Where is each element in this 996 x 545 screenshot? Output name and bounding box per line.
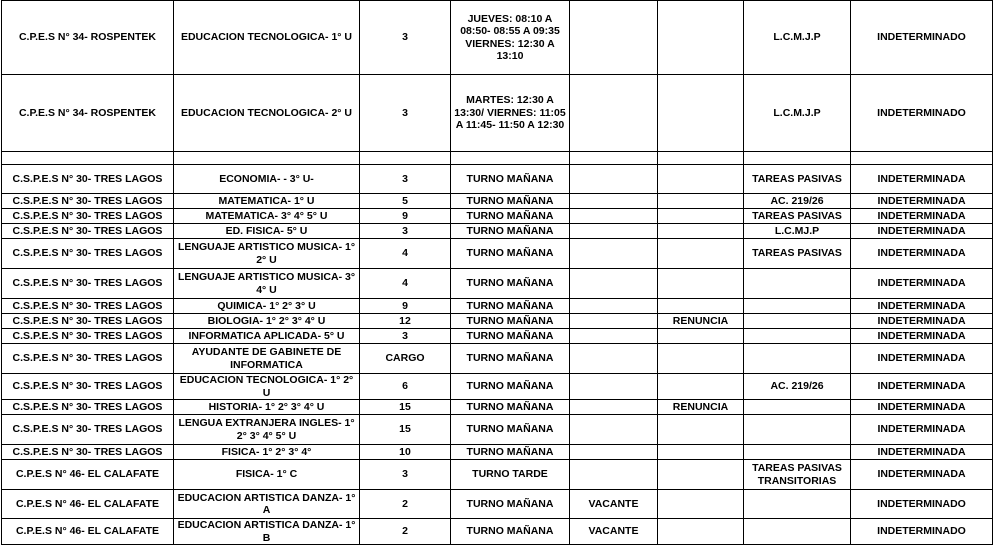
schedule-cell: TURNO MAÑANA (451, 445, 570, 460)
status-cell (570, 209, 658, 224)
hours-cell (360, 152, 451, 165)
situation-cell (744, 490, 851, 519)
hours-cell: 3 (360, 75, 451, 152)
status-cell (570, 75, 658, 152)
reason-cell (658, 329, 744, 344)
schedule-cell: TURNO MAÑANA (451, 165, 570, 194)
hours-cell: 6 (360, 374, 451, 400)
status-cell: VACANTE (570, 519, 658, 545)
reason-cell (658, 519, 744, 545)
subject-cell: EDUCACION TECNOLOGICA- 1° 2° U (174, 374, 360, 400)
duration-cell: INDETERMINADA (851, 415, 993, 445)
schedule-cell: JUEVES: 08:10 A 08:50- 08:55 A 09:35 VIERNES: 12:30 A 13:10 (451, 1, 570, 75)
subject-cell: FISICA- 1° 2° 3° 4° (174, 445, 360, 460)
school-cell: C.S.P.E.S N° 30- TRES LAGOS (2, 269, 174, 299)
situation-cell (744, 415, 851, 445)
reason-cell (658, 490, 744, 519)
hours-cell: 4 (360, 239, 451, 269)
schedule-cell: TURNO MAÑANA (451, 329, 570, 344)
table-row (2, 445, 993, 460)
situation-cell (744, 314, 851, 329)
hours-cell: 9 (360, 209, 451, 224)
reason-cell (658, 460, 744, 490)
hours-cell: 2 (360, 490, 451, 519)
subject-cell: HISTORIA- 1° 2° 3° 4° U (174, 400, 360, 415)
school-cell: C.S.P.E.S N° 30- TRES LAGOS (2, 194, 174, 209)
duration-cell: INDETERMINADA (851, 165, 993, 194)
subject-cell: EDUCACION TECNOLOGICA- 1° U (174, 1, 360, 75)
schedule-cell: TURNO MAÑANA (451, 209, 570, 224)
hours-cell: 3 (360, 1, 451, 75)
duration-cell: INDETERMINADA (851, 314, 993, 329)
reason-cell (658, 152, 744, 165)
table-row (2, 194, 993, 209)
schedule-cell: TURNO MAÑANA (451, 415, 570, 445)
subject-cell: BIOLOGIA- 1° 2° 3° 4° U (174, 314, 360, 329)
status-cell (570, 344, 658, 374)
hours-cell: 9 (360, 299, 451, 314)
subject-cell: INFORMATICA APLICADA- 5° U (174, 329, 360, 344)
situation-cell: TAREAS PASIVAS TRANSITORIAS (744, 460, 851, 490)
situation-cell: TAREAS PASIVAS (744, 209, 851, 224)
school-cell: C.P.E.S N° 46- EL CALAFATE (2, 519, 174, 545)
table-row (2, 314, 993, 329)
situation-cell (744, 445, 851, 460)
duration-cell: INDETERMINADO (851, 519, 993, 545)
school-cell: C.S.P.E.S N° 30- TRES LAGOS (2, 209, 174, 224)
duration-cell: INDETERMINADA (851, 329, 993, 344)
status-cell (570, 329, 658, 344)
school-cell: C.S.P.E.S N° 30- TRES LAGOS (2, 165, 174, 194)
duration-cell (851, 152, 993, 165)
table-row (2, 329, 993, 344)
status-cell (570, 194, 658, 209)
school-cell: C.S.P.E.S N° 30- TRES LAGOS (2, 344, 174, 374)
reason-cell (658, 269, 744, 299)
table-row (2, 374, 993, 400)
reason-cell: RENUNCIA (658, 314, 744, 329)
reason-cell (658, 75, 744, 152)
school-cell: C.S.P.E.S N° 30- TRES LAGOS (2, 329, 174, 344)
situation-cell: L.C.MJ.P (744, 224, 851, 239)
reason-cell (658, 1, 744, 75)
hours-cell: 15 (360, 415, 451, 445)
reason-cell (658, 194, 744, 209)
reason-cell (658, 165, 744, 194)
subject-cell: LENGUA EXTRANJERA INGLES- 1° 2° 3° 4° 5° U (174, 415, 360, 445)
reason-cell (658, 445, 744, 460)
subject-cell: MATEMATICA- 1° U (174, 194, 360, 209)
duration-cell: INDETERMINADA (851, 344, 993, 374)
school-cell: C.S.P.E.S N° 30- TRES LAGOS (2, 400, 174, 415)
duration-cell: INDETERMINADA (851, 224, 993, 239)
situation-cell (744, 344, 851, 374)
table-row (2, 400, 993, 415)
school-cell: C.S.P.E.S N° 30- TRES LAGOS (2, 374, 174, 400)
duration-cell: INDETERMINADA (851, 194, 993, 209)
table-row (2, 344, 993, 374)
schedule-cell: TURNO MAÑANA (451, 519, 570, 545)
duration-cell: INDETERMINADO (851, 75, 993, 152)
subject-cell: QUIMICA- 1° 2° 3° U (174, 299, 360, 314)
table-body (2, 1, 993, 545)
school-cell: C.S.P.E.S N° 30- TRES LAGOS (2, 239, 174, 269)
table-row (2, 269, 993, 299)
vacancies-table (1, 0, 993, 545)
subject-cell: LENGUAJE ARTISTICO MUSICA- 3° 4° U (174, 269, 360, 299)
table-row (2, 224, 993, 239)
situation-cell (744, 400, 851, 415)
status-cell (570, 1, 658, 75)
duration-cell: INDETERMINADO (851, 490, 993, 519)
subject-cell: AYUDANTE DE GABINETE DE INFORMATICA (174, 344, 360, 374)
schedule-cell (451, 152, 570, 165)
situation-cell (744, 269, 851, 299)
hours-cell: 3 (360, 329, 451, 344)
status-cell (570, 314, 658, 329)
reason-cell (658, 224, 744, 239)
subject-cell: MATEMATICA- 3° 4° 5° U (174, 209, 360, 224)
reason-cell (658, 415, 744, 445)
subject-cell: EDUCACION ARTISTICA DANZA- 1° A (174, 490, 360, 519)
subject-cell: ED. FISICA- 5° U (174, 224, 360, 239)
schedule-cell: TURNO MAÑANA (451, 299, 570, 314)
hours-cell: 12 (360, 314, 451, 329)
table-row (2, 165, 993, 194)
table-row (2, 209, 993, 224)
situation-cell: TAREAS PASIVAS (744, 239, 851, 269)
hours-cell: 3 (360, 165, 451, 194)
schedule-cell: TURNO MAÑANA (451, 344, 570, 374)
table-row (2, 152, 993, 165)
subject-cell: ECONOMIA- - 3° U- (174, 165, 360, 194)
status-cell (570, 415, 658, 445)
status-cell (570, 374, 658, 400)
status-cell (570, 224, 658, 239)
school-cell: C.S.P.E.S N° 30- TRES LAGOS (2, 224, 174, 239)
school-cell: C.S.P.E.S N° 30- TRES LAGOS (2, 445, 174, 460)
situation-cell: TAREAS PASIVAS (744, 165, 851, 194)
subject-cell: EDUCACION ARTISTICA DANZA- 1° B (174, 519, 360, 545)
subject-cell: LENGUAJE ARTISTICO MUSICA- 1° 2° U (174, 239, 360, 269)
duration-cell: INDETERMINADA (851, 460, 993, 490)
table-row (2, 239, 993, 269)
status-cell (570, 269, 658, 299)
hours-cell: CARGO (360, 344, 451, 374)
school-cell: C.S.P.E.S N° 30- TRES LAGOS (2, 299, 174, 314)
reason-cell (658, 209, 744, 224)
schedule-cell: TURNO MAÑANA (451, 374, 570, 400)
school-cell: C.P.E.S N° 34- ROSPENTEK (2, 75, 174, 152)
subject-cell: FISICA- 1° C (174, 460, 360, 490)
table-row (2, 1, 993, 75)
table-row (2, 519, 993, 545)
status-cell (570, 460, 658, 490)
situation-cell: L.C.M.J.P (744, 75, 851, 152)
duration-cell: INDETERMINADA (851, 209, 993, 224)
subject-cell: EDUCACION TECNOLOGICA- 2° U (174, 75, 360, 152)
table-row (2, 75, 993, 152)
hours-cell: 4 (360, 269, 451, 299)
schedule-cell: TURNO MAÑANA (451, 224, 570, 239)
reason-cell: RENUNCIA (658, 400, 744, 415)
table-row (2, 490, 993, 519)
status-cell (570, 400, 658, 415)
situation-cell (744, 299, 851, 314)
duration-cell: INDETERMINADA (851, 269, 993, 299)
subject-cell (174, 152, 360, 165)
status-cell (570, 445, 658, 460)
status-cell: VACANTE (570, 490, 658, 519)
school-cell: C.P.E.S N° 34- ROSPENTEK (2, 1, 174, 75)
hours-cell: 3 (360, 460, 451, 490)
duration-cell: INDETERMINADA (851, 299, 993, 314)
hours-cell: 3 (360, 224, 451, 239)
status-cell (570, 299, 658, 314)
school-cell: C.S.P.E.S N° 30- TRES LAGOS (2, 415, 174, 445)
situation-cell (744, 152, 851, 165)
schedule-cell: TURNO MAÑANA (451, 490, 570, 519)
reason-cell (658, 374, 744, 400)
table-row (2, 299, 993, 314)
situation-cell: L.C.M.J.P (744, 1, 851, 75)
hours-cell: 15 (360, 400, 451, 415)
hours-cell: 2 (360, 519, 451, 545)
school-cell: C.P.E.S N° 46- EL CALAFATE (2, 460, 174, 490)
status-cell (570, 239, 658, 269)
duration-cell: INDETERMINADA (851, 239, 993, 269)
schedule-cell: TURNO MAÑANA (451, 194, 570, 209)
situation-cell: AC. 219/26 (744, 374, 851, 400)
schedule-cell: MARTES: 12:30 A 13:30/ VIERNES: 11:05 A 11:45- 11:50 A 12:30 (451, 75, 570, 152)
table-row (2, 460, 993, 490)
duration-cell: INDETERMINADA (851, 445, 993, 460)
schedule-cell: TURNO MAÑANA (451, 239, 570, 269)
status-cell (570, 152, 658, 165)
schedule-cell: TURNO MAÑANA (451, 400, 570, 415)
situation-cell (744, 519, 851, 545)
school-cell: C.S.P.E.S N° 30- TRES LAGOS (2, 314, 174, 329)
table-row (2, 415, 993, 445)
hours-cell: 10 (360, 445, 451, 460)
duration-cell: INDETERMINADO (851, 1, 993, 75)
reason-cell (658, 239, 744, 269)
school-cell: C.P.E.S N° 46- EL CALAFATE (2, 490, 174, 519)
schedule-cell: TURNO MAÑANA (451, 269, 570, 299)
schedule-cell: TURNO MAÑANA (451, 314, 570, 329)
reason-cell (658, 299, 744, 314)
hours-cell: 5 (360, 194, 451, 209)
duration-cell: INDETERMINADA (851, 400, 993, 415)
status-cell (570, 165, 658, 194)
duration-cell: INDETERMINADA (851, 374, 993, 400)
situation-cell (744, 329, 851, 344)
reason-cell (658, 344, 744, 374)
school-cell (2, 152, 174, 165)
situation-cell: AC. 219/26 (744, 194, 851, 209)
schedule-cell: TURNO TARDE (451, 460, 570, 490)
